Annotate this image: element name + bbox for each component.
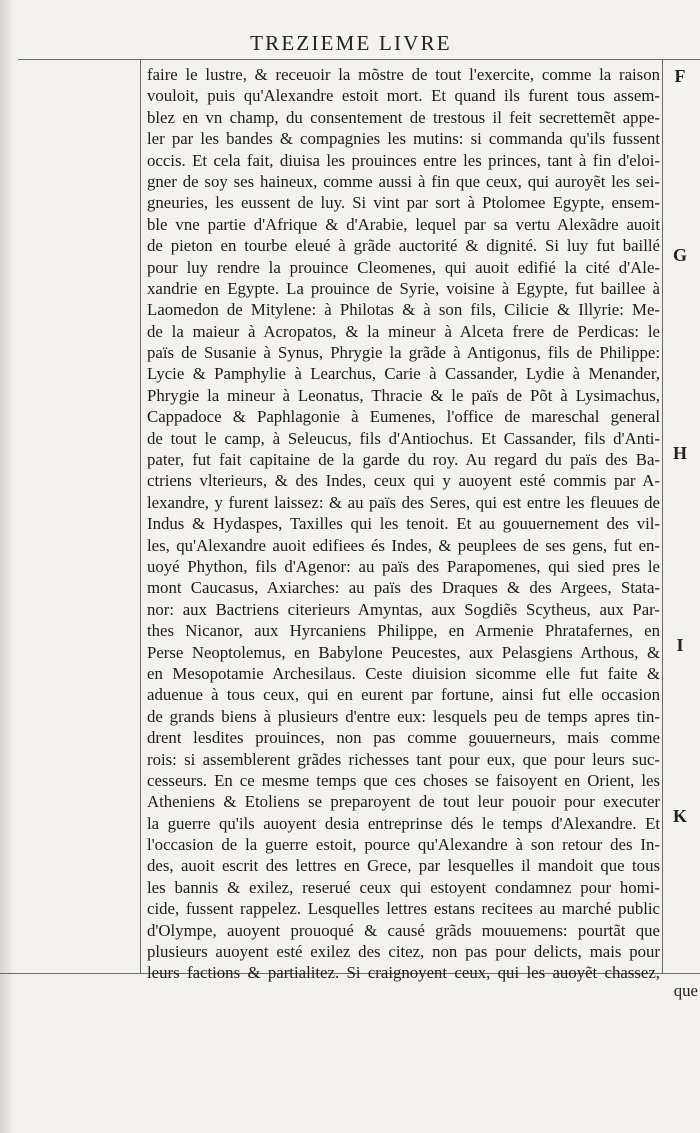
text-line: pater, fut fait capitaine de la garde du roy. Au regard du païs des Ba- <box>147 450 660 470</box>
text-line: faire le lustre, & receuoir la mõstre de tout l'exercite, comme la raison <box>147 65 660 84</box>
text-line: Phrygie la mineur à Leonatus, Thracie & le païs de Põt à Lysimachus, <box>147 385 660 405</box>
text-line: de tout le camp, à Seleucus, fils d'Antiochus. Et Cassander, fils d'Anti- <box>147 428 660 448</box>
text-line: l'occasion de la guerre estoit, pource qu'Alexandre à son retour des In- <box>147 835 660 855</box>
text-line: mont Caucasus, Axiarches: au païs des Draques & des Argees, Stata- <box>147 578 660 598</box>
text-line: drent lesdites prouinces, non pas comme gouuerneurs, mais comme <box>147 728 660 748</box>
text-line: xandrie en Egypte. La prouince de Syrie, voisine à Egypte, fut baillee à <box>147 278 660 298</box>
text-line: gner de soy ses haineux, comme aussi à fin que ceux, qui auroyẽt les sei- <box>147 171 660 191</box>
text-line: ler par les bandes & compagnies les mutins: si commanda qu'ils fussent <box>147 129 660 149</box>
right-rule <box>662 59 663 974</box>
text-line: cide, fussent rappelez. Lesquelles lettres estans recitees au marché public <box>147 899 660 919</box>
text-line: ble vne partie d'Afrique & d'Arabie, lequel par sa vertu Alexãdre auoit <box>147 214 660 234</box>
text-line: leurs factions & partialitez. Si craignoyent ceux, qui les auoyẽt chassez, <box>147 963 660 983</box>
text-line: de grands biens à plusieurs d'entre eux: lesquels peu de temps apres tin- <box>147 706 660 726</box>
text-line: de pieton en tourbe eleué à grãde auctorité & dignité. Si luy fut baillé <box>147 236 660 256</box>
text-line: uoyé Phython, fils d'Agenor: au païs des Parapomenes, qui sied pres le <box>147 556 660 576</box>
text-line: gneuries, les eussent de luy. Si vint par sort à Ptolomee Egypte, ensem- <box>147 193 660 213</box>
text-line: nor: aux Bactriens citerieurs Amyntas, aux Sogdiẽs Scytheus, aux Par- <box>147 599 660 619</box>
text-line: des, auoit escrit des lettres en Grece, par lesquelles il mandoit que tous <box>147 856 660 876</box>
page-edge-shadow <box>0 0 14 1133</box>
text-line: Indus & Hydaspes, Taxilles qui les tenoit. Et au gouuernement des vil- <box>147 514 660 534</box>
text-line: en Mesopotamie Archesilaus. Ceste diuision sicomme elle fut faite & <box>147 663 660 683</box>
text-line: les, qu'Alexandre auoit edifiees és Indes, & peuplees de ses gens, fut en- <box>147 535 660 555</box>
text-line: plusieurs auoyent esté exilez des citez, non pas pour delicts, mais pour <box>147 942 660 962</box>
margin-marker-h: H <box>672 443 687 463</box>
text-line: de la maieur à Acropatos, & la mineur à Alceta frere de Perdicas: le <box>147 321 660 341</box>
text-line: rois: si assemblerent grãdes richesses tant pour eux, que pour leurs suc- <box>147 749 660 769</box>
text-line: thes Nicanor, aux Hyrcaniens Philippe, en Armenie Phratafernes, en <box>147 621 660 641</box>
text-line: Lycie & Pamphylie à Learchus, Carie à Cassander, Lydie à Menander, <box>147 364 660 384</box>
running-title: TREZIEME LIVRE <box>250 31 452 55</box>
margin-marker-i: I <box>676 635 684 655</box>
text-line: la guerre qu'ils auoyent desia entreprinse dés le temps d'Alexandre. Et <box>147 813 660 833</box>
body-text <box>147 64 660 984</box>
text-line: blez en vn champ, du consentement de trestous il feit secrettemẽt appe- <box>147 107 660 127</box>
text-line: vouloit, puis qu'Alexandre estoit mort. Et quand ils furent tous assem- <box>147 86 660 106</box>
top-rule <box>18 59 700 60</box>
margin-marker-f: F <box>674 66 686 86</box>
text-line: cesseurs. En ce mesme temps que ces choses se faisoyent en Orient, les <box>147 770 660 790</box>
text-line: ctriens vlterieurs, & des Indes, ceux qui y auoyent esté commis par A- <box>147 471 660 491</box>
text-line: les bannis & exilez, reserué ceux qui estoyent condamnez pour homi- <box>147 877 660 897</box>
text-line: Atheniens & Etoliens se preparoyent de tout leur pouoir pour executer <box>147 792 660 812</box>
catchword: que <box>673 981 698 1000</box>
text-line: aduenue à tous ceux, qui en eurent par fortune, ainsi fut elle occasion <box>147 685 660 705</box>
text-line: Laomedon de Mitylene: à Philotas & à son fils, Cilicie & Illyrie: Me- <box>147 300 660 320</box>
text-line: païs de Susanie à Synus, Phrygie la grãde à Antigonus, fils de Philippe: <box>147 343 660 363</box>
margin-marker-k: K <box>672 806 687 826</box>
text-line: lexandre, y furent laissez: & au païs des Seres, qui est entre les fleuues de <box>147 492 660 512</box>
text-line: d'Olympe, auoyent prouoqué & causé grãds mouuemens: pourtãt que <box>147 920 660 940</box>
text-line: occis. Et cela fait, diuisa les prouinces entre les princes, tant à fin d'eloi- <box>147 150 660 170</box>
left-rule <box>140 59 141 974</box>
text-line: pour luy rendre la prouince Cleomenes, qui auoit edifié la cité d'Ale- <box>147 257 660 277</box>
margin-marker-g: G <box>672 245 687 265</box>
text-line: Cappadoce & Paphlagonie à Eumenes, l'office de mareschal general <box>147 407 660 427</box>
text-line: Perse Neoptolemus, en Babylone Peucestes, aux Pelasgiens Arthous, & <box>147 642 660 662</box>
